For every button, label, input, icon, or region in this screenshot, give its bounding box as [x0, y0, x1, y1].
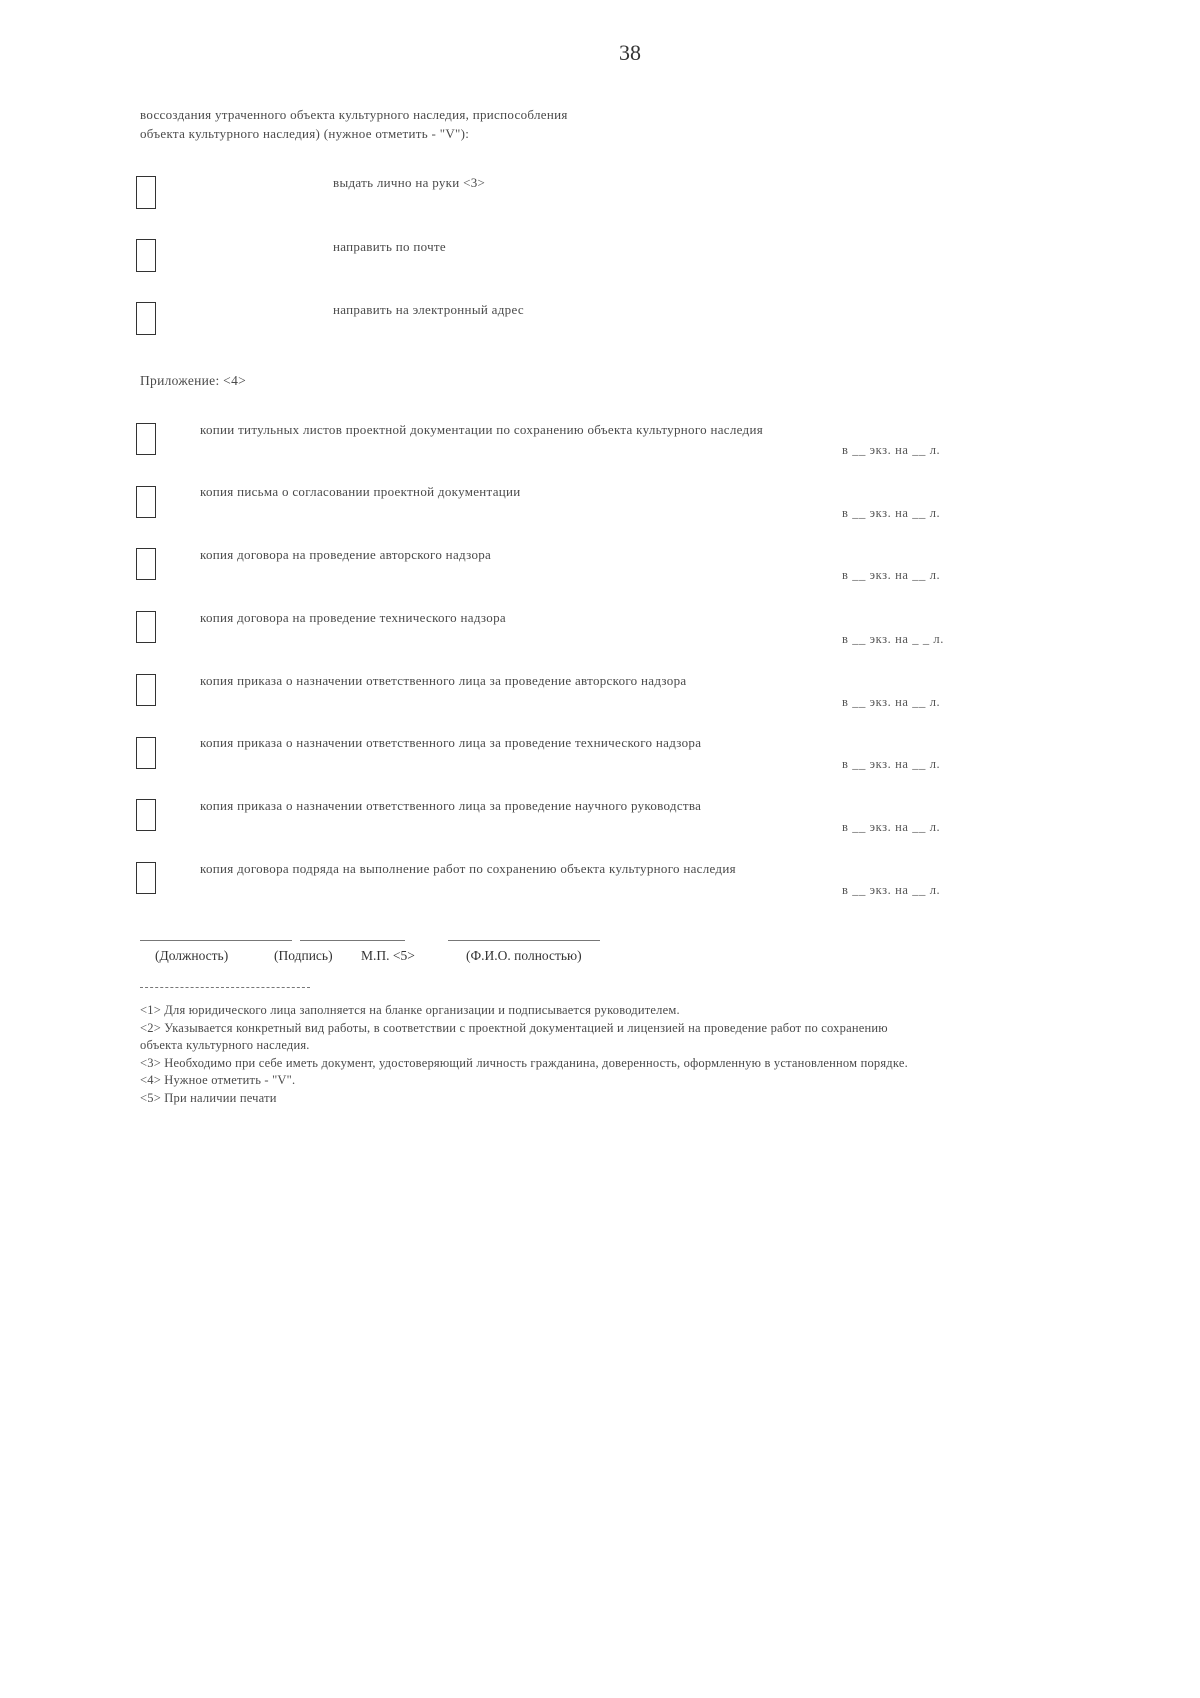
attachment-quantity: в __ экз. на __ л.: [842, 883, 941, 897]
attachment-label: копия приказа о назначении ответственного лица за проведение авторского надзора: [200, 673, 687, 688]
attachment-checkbox[interactable]: [136, 423, 156, 455]
footnote: <1> Для юридического лица заполняется на бланке организации и подписывается руководителем.: [140, 1003, 680, 1017]
attachment-checkbox[interactable]: [136, 862, 156, 894]
delivery-label-email: направить на электронный адрес: [333, 302, 524, 317]
delivery-label-in-person: выдать лично на руки <3>: [333, 175, 486, 190]
position-line[interactable]: [140, 940, 292, 941]
footnote: <4> Нужное отметить - "V".: [140, 1073, 296, 1087]
stamp-caption: М.П. <5>: [361, 948, 415, 963]
attachment-checkbox[interactable]: [136, 611, 156, 643]
attachment-label: копия договора на проведение авторского надзора: [200, 547, 492, 562]
attachment-quantity: в __ экз. на __ л.: [842, 695, 941, 709]
fullname-caption: (Ф.И.О. полностью): [466, 948, 582, 963]
signature-line[interactable]: [300, 940, 405, 941]
attachment-label: копия приказа о назначении ответственного лица за проведение научного руководства: [200, 798, 702, 813]
attachment-label: копия письма о согласовании проектной документации: [200, 484, 521, 499]
delivery-checkbox-email[interactable]: [136, 302, 156, 335]
attachment-checkbox[interactable]: [136, 486, 156, 518]
footnote: <5> При наличии печати: [140, 1090, 277, 1105]
attachment-quantity: в __ экз. на __ л.: [842, 757, 941, 771]
delivery-checkbox-in-person[interactable]: [136, 176, 156, 209]
footnote-separator: [140, 987, 310, 988]
attachment-checkbox[interactable]: [136, 737, 156, 769]
footnote: <2> Указывается конкретный вид работы, в соответствии с проектной документацией и лицензией на проведение работ по сохранению: [140, 1020, 888, 1035]
delivery-checkbox-mail[interactable]: [136, 239, 156, 272]
intro-line: воссоздания утраченного объекта культурного наследия, приспособления: [140, 107, 568, 122]
position-caption: (Должность): [155, 948, 229, 963]
footnote: объекта культурного наследия.: [140, 1038, 310, 1052]
attachment-label: копия договора подряда на выполнение работ по сохранению объекта культурного наследия: [200, 861, 736, 876]
delivery-label-mail: направить по почте: [333, 239, 446, 254]
attachment-quantity: в __ экз. на __ л.: [842, 506, 941, 520]
footnotes: [140, 1002, 1120, 1107]
footnote: <3> Необходимо при себе иметь документ, удостоверяющий личность гражданина, доверенность, оформленную в установленном порядке.: [140, 1055, 908, 1070]
attachment-quantity: в __ экз. на _ _ л.: [842, 632, 944, 646]
attachment-label: копии титульных листов проектной документации по сохранению объекта культурного наследия: [200, 422, 764, 437]
attachment-checkbox[interactable]: [136, 799, 156, 831]
page-number: 38: [619, 40, 641, 65]
attachment-quantity: в __ экз. на __ л.: [842, 568, 941, 582]
attachment-label: копия договора на проведение технического надзора: [200, 610, 506, 625]
intro-text: [140, 105, 568, 143]
fullname-line[interactable]: [448, 940, 600, 941]
attachment-quantity: в __ экз. на __ л.: [842, 820, 941, 834]
attachment-checkbox[interactable]: [136, 548, 156, 580]
signature-caption: (Подпись): [274, 948, 333, 963]
attachment-quantity: в __ экз. на __ л.: [842, 443, 941, 457]
intro-line: объекта культурного наследия) (нужное отметить - "V"):: [140, 126, 470, 141]
attachment-label: копия приказа о назначении ответственного лица за проведение технического надзора: [200, 735, 702, 750]
appendix-title: Приложение: <4>: [140, 373, 247, 388]
attachment-checkbox[interactable]: [136, 674, 156, 706]
